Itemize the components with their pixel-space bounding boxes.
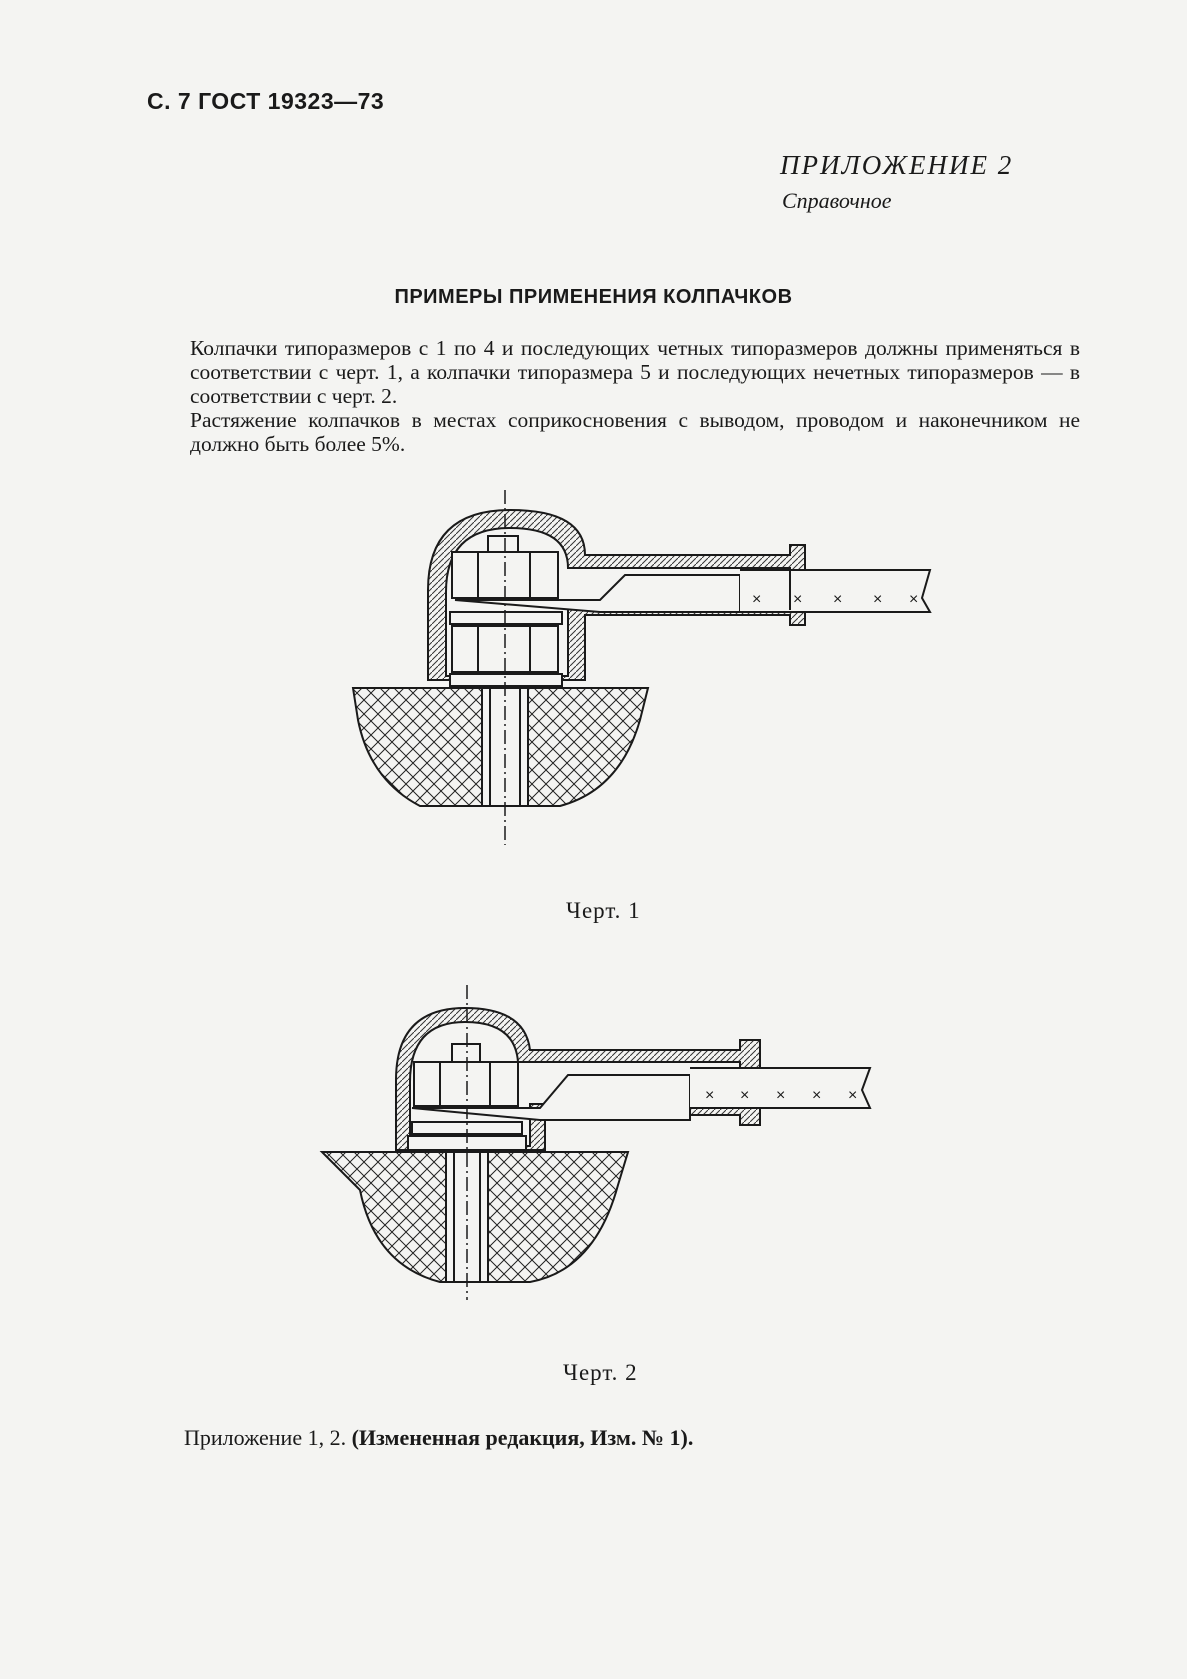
svg-text:×: × — [909, 591, 919, 608]
paragraph-2-text: Растяжение колпачков в местах соприкосновения с выводом, проводом и наконечником не должно быть более 5%. — [190, 408, 1080, 456]
footer-amendment: (Измененная редакция, Изм. № 1). — [351, 1425, 694, 1450]
footer-note — [184, 1425, 693, 1451]
svg-text:×: × — [705, 1087, 715, 1104]
svg-text:×: × — [776, 1087, 786, 1104]
svg-text:×: × — [740, 1087, 750, 1104]
figure-1-caption: Черт. 1 — [566, 898, 641, 923]
svg-text:×: × — [848, 1087, 858, 1104]
svg-text:×: × — [833, 591, 843, 608]
svg-text:×: × — [873, 591, 883, 608]
footer-prefix: Приложение 1, 2. — [184, 1425, 347, 1450]
figure-2-drawing — [322, 985, 870, 1300]
paragraph-1-text: Колпачки типоразмеров с 1 по 4 и последующих четных типоразмеров должны применяться в соответствии с черт. 1, а колпачки типоразмера 5 и последующих нечетных типоразмеров — в соответствии с черт. 2. — [190, 336, 1080, 408]
page-header: С. 7 ГОСТ 19323—73 — [147, 88, 385, 114]
svg-text:×: × — [812, 1087, 822, 1104]
figure-1-drawing — [353, 490, 930, 845]
appendix-label: ПРИЛОЖЕНИЕ 2 — [780, 150, 1014, 180]
svg-text:×: × — [793, 591, 803, 608]
svg-text:×: × — [752, 591, 762, 608]
appendix-type: Справочное — [782, 188, 892, 213]
figure-2-caption: Черт. 2 — [563, 1360, 638, 1385]
section-title: ПРИМЕРЫ ПРИМЕНЕНИЯ КОЛПАЧКОВ — [394, 286, 793, 308]
